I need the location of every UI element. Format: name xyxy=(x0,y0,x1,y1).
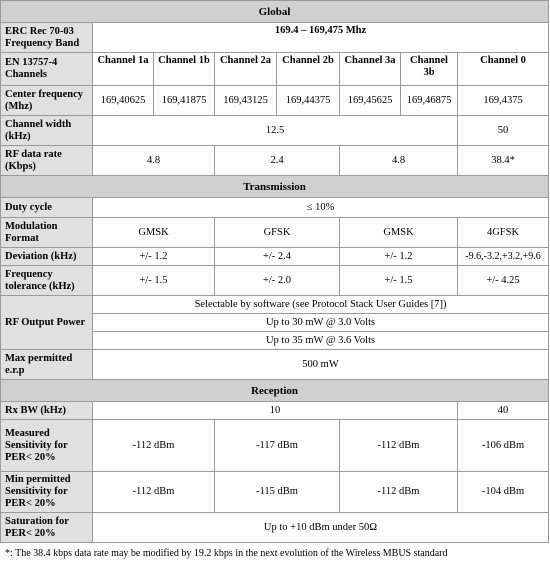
label-max-erp: Max permitted e.r.p xyxy=(1,350,93,380)
label-frequency-band: ERC Rec 70-03 Frequency Band xyxy=(1,23,93,53)
row-channel-width xyxy=(1,116,549,146)
rx-bw-cell: 10 xyxy=(93,402,458,420)
center-frequency-cell: 169,43125 xyxy=(215,86,277,116)
section-transmission xyxy=(1,176,549,198)
rf-data-rate-cell: 4.8 xyxy=(340,146,458,176)
rf-data-rate-cell: 38.4* xyxy=(458,146,549,176)
saturation-value: Up to +10 dBm under 50Ω xyxy=(93,513,549,543)
duty-cycle-value: ≤ 10% xyxy=(93,198,549,218)
channel-header: Channel 1b xyxy=(154,53,215,86)
row-deviation xyxy=(1,248,549,266)
channel-header: Channel 3a xyxy=(340,53,401,86)
modulation-cell: 4GFSK xyxy=(458,218,549,248)
channel-header: Channel 1a xyxy=(93,53,154,86)
min-sensitivity-cell: -112 dBm xyxy=(93,472,215,513)
deviation-cell: +/- 1.2 xyxy=(340,248,458,266)
label-rx-bw: Rx BW (kHz) xyxy=(1,402,93,420)
max-erp-value: 500 mW xyxy=(93,350,549,380)
measured-sensitivity-cell: -106 dBm xyxy=(458,420,549,472)
channel-width-cell: 12.5 xyxy=(93,116,458,146)
label-rf-data-rate: RF data rate (Kbps) xyxy=(1,146,93,176)
measured-sensitivity-cell: -112 dBm xyxy=(93,420,215,472)
tolerance-cell: +/- 2.0 xyxy=(215,266,340,296)
section-global xyxy=(1,1,549,23)
section-title-transmission: Transmission xyxy=(1,176,549,198)
row-saturation xyxy=(1,513,549,543)
rf-data-rate-cell: 4.8 xyxy=(93,146,215,176)
row-rf-output-power xyxy=(1,296,549,314)
label-duty-cycle: Duty cycle xyxy=(1,198,93,218)
row-center-frequency xyxy=(1,86,549,116)
channel-header: Channel 3b xyxy=(401,53,458,86)
center-frequency-cell: 169,40625 xyxy=(93,86,154,116)
channel-width-cell: 50 xyxy=(458,116,549,146)
tolerance-cell: +/- 1.5 xyxy=(93,266,215,296)
measured-sensitivity-cell: -112 dBm xyxy=(340,420,458,472)
rf-output-cell: Selectable by software (see Protocol Stack User Guides [7]) xyxy=(93,296,549,314)
min-sensitivity-cell: -115 dBm xyxy=(215,472,340,513)
channel-header: Channel 2b xyxy=(277,53,340,86)
label-channels: EN 13757-4 Channels xyxy=(1,53,93,86)
modulation-cell: GMSK xyxy=(93,218,215,248)
min-sensitivity-cell: -112 dBm xyxy=(340,472,458,513)
center-frequency-cell: 169,4375 xyxy=(458,86,549,116)
rf-output-cell: Up to 30 mW @ 3.0 Volts xyxy=(93,314,549,332)
modulation-cell: GFSK xyxy=(215,218,340,248)
row-frequency-band xyxy=(1,23,549,53)
tolerance-cell: +/- 4.25 xyxy=(458,266,549,296)
value-frequency-band: 169.4 – 169,475 Mhz xyxy=(93,23,549,53)
label-rf-output-power: RF Output Power xyxy=(1,296,93,350)
measured-sensitivity-cell: -117 dBm xyxy=(215,420,340,472)
section-title-reception: Reception xyxy=(1,380,549,402)
label-frequency-tolerance: Frequency tolerance (kHz) xyxy=(1,266,93,296)
row-rf-data-rate xyxy=(1,146,549,176)
section-reception xyxy=(1,380,549,402)
rx-bw-cell: 40 xyxy=(458,402,549,420)
modulation-cell: GMSK xyxy=(340,218,458,248)
label-channel-width: Channel width (kHz) xyxy=(1,116,93,146)
row-rx-bw xyxy=(1,402,549,420)
deviation-cell: +/- 1.2 xyxy=(93,248,215,266)
label-deviation: Deviation (kHz) xyxy=(1,248,93,266)
center-frequency-cell: 169,44375 xyxy=(277,86,340,116)
deviation-cell: +/- 2.4 xyxy=(215,248,340,266)
section-title-global: Global xyxy=(1,1,549,23)
channel-header: Channel 2a xyxy=(215,53,277,86)
label-center-frequency: Center frequency (Mhz) xyxy=(1,86,93,116)
channel-header: Channel 0 xyxy=(458,53,549,86)
row-max-erp xyxy=(1,350,549,380)
tolerance-cell: +/- 1.5 xyxy=(340,266,458,296)
label-min-sensitivity: Min permitted Sensitivity for PER< 20% xyxy=(1,472,93,513)
row-measured-sensitivity xyxy=(1,420,549,472)
row-modulation xyxy=(1,218,549,248)
rf-data-rate-cell: 2.4 xyxy=(215,146,340,176)
rf-output-cell: Up to 35 mW @ 3.6 Volts xyxy=(93,332,549,350)
deviation-cell: -9.6,-3.2,+3.2,+9.6 xyxy=(458,248,549,266)
center-frequency-cell: 169,45625 xyxy=(340,86,401,116)
label-saturation: Saturation for PER< 20% xyxy=(1,513,93,543)
row-duty-cycle xyxy=(1,198,549,218)
row-channels xyxy=(1,53,549,86)
row-frequency-tolerance xyxy=(1,266,549,296)
label-modulation: Modulation Format xyxy=(1,218,93,248)
row-min-sensitivity xyxy=(1,472,549,513)
min-sensitivity-cell: -104 dBm xyxy=(458,472,549,513)
label-measured-sensitivity: Measured Sensitivity for PER< 20% xyxy=(1,420,93,472)
center-frequency-cell: 169,46875 xyxy=(401,86,458,116)
footnote: *: The 38.4 kbps data rate may be modified by 19.2 kbps in the next evolution of the Wireless MBUS standard xyxy=(5,548,448,559)
center-frequency-cell: 169,41875 xyxy=(154,86,215,116)
